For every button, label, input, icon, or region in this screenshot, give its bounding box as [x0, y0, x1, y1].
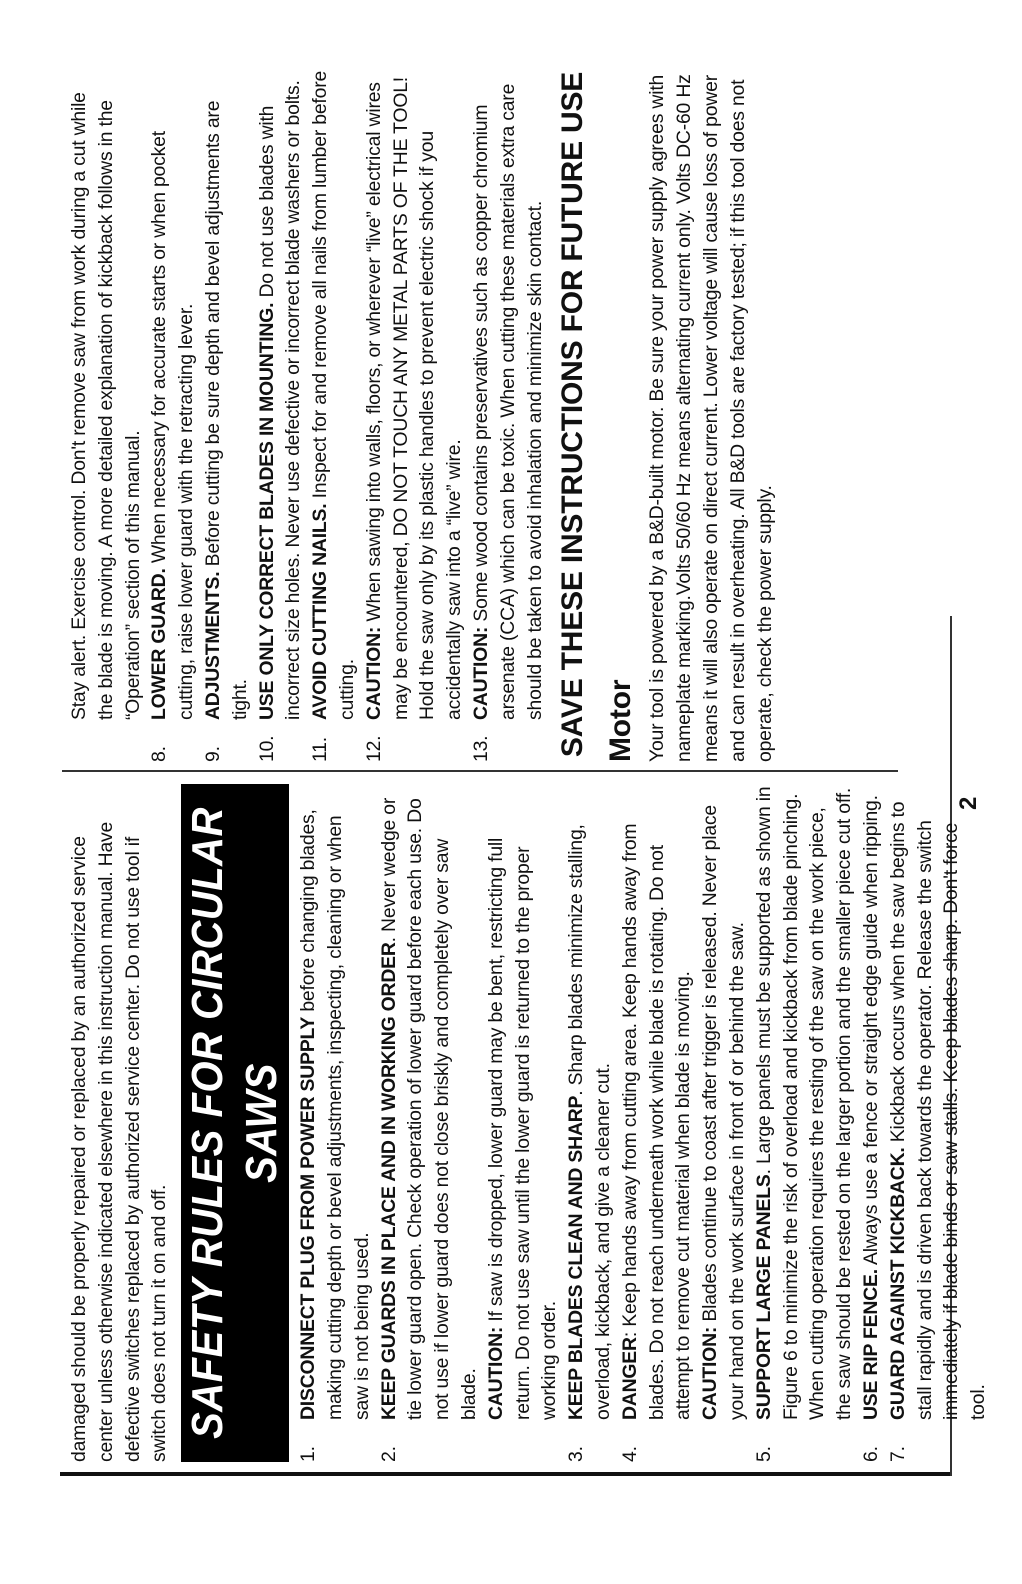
- list-item: 4. DANGER: Keep hands away from cutting area. Keep hands away from blades. Do not reach underneath work while blade is rotating. Do not attempt to remove cut material when blade is moving. CAUTION: Blades continue to coast after trigger is released. Never place your hand on the work surface in front of or behind the saw.: [618, 805, 748, 1462]
- list-item: 2. KEEP GUARDS IN PLACE AND IN WORKING ORDER. Never wedge or tie lower guard open. Check operation of lower guard before each use. Do not use if lower guard does not close briskly and completely over saw blade. CAUTION: If saw is dropped, lower guard may be bent, restricting full return. Do not use saw until the lower guard is returned to the proper working order.: [377, 797, 561, 1462]
- column-divider: [62, 771, 898, 773]
- list-item: 7. GUARD AGAINST KICKBACK. Kickback occurs when the saw begins to stall rapidly and is driven back towards the operator. Release the switch immediately if blade binds or saw stalls. Keep blades sharp. Don't force tool.: [886, 801, 990, 1462]
- page-number: 2: [955, 796, 982, 810]
- motor-text: Your tool is powered by a B&D-built motor. Be sure your power supply agrees with nameplate marking.Volts 50/60 Hz means alternating current only. Volts DC-60 Hz means it will also operate on direct current. Lower voltage will cause loss of power and can result in overheating. All B&D tools are factory tested; if this tool does not operate, check the power supply.: [646, 74, 776, 762]
- save-instructions-heading: SAVE THESE INSTRUCTIONS FOR FUTURE USE: [556, 71, 590, 758]
- right-intro-text: Stay alert. Exercise control. Don't remove saw from work during a cut while the blade is moving. A more detailed explanation of kickback follows in the “Operation” section of this manual.: [68, 92, 144, 720]
- list-item: 13. CAUTION: Some wood contains preservatives such as copper chromium arsenate (CCA) which can be toxic. When cutting these materials extra care should be taken to avoid inhalation and minimize skin contact.: [469, 83, 546, 762]
- safety-rules-list-continued: [146, 67, 548, 762]
- list-item: 12. CAUTION: When sawing into walls, floors, or wherever “live” electrical wires may be encountered, DO NOT TOUCH ANY METAL PARTS OF THE TOOL! Hold the saw only by its plastic handles to prevent electric shock if you accidentally saw into a “live” wire.: [362, 77, 466, 762]
- list-item: 10. USE ONLY CORRECT BLADES IN MOUNTING. Do not use blades with incorrect size holes. Never use defective or incorrect blade washers or bolts.: [255, 80, 305, 762]
- list-item: 1. DISCONNECT PLUG FROM POWER SUPPLY before changing blades, making cutting depth or bevel adjustments, inspecting, cleaning or when saw is not being used.: [297, 809, 373, 1462]
- left-intro-text: damaged should be properly repaired or replaced by an authorized service center unless otherwise indicated elsewhere in this instruction manual. Have defective switches replaced by authorized service center. Do not use tool if switch does not turn it on and off.: [68, 821, 171, 1462]
- list-item: 3. KEEP BLADES CLEAN AND SHARP. Sharp blades minimize stalling, overload, kickback, and give a cleaner cut.: [565, 824, 614, 1462]
- motor-heading: Motor: [604, 679, 638, 762]
- list-item: 5. SUPPORT LARGE PANELS. Large panels must be supported as shown in Figure 6 to minimize the risk of overload and kickback from blade pinching. When cutting operation requires the resting of the saw on the work piece, the saw should be rested on the larger portion and the smaller piece cut off.: [752, 786, 856, 1462]
- list-item: 6. USE RIP FENCE. Always use a fence or straight edge guide when ripping.: [859, 795, 882, 1462]
- safety-rules-banner: SAFETY RULES FOR CIRCULAR SAWS: [181, 784, 289, 1462]
- right-column: [66, 67, 778, 762]
- safety-rules-list: [295, 784, 992, 1462]
- left-column: [66, 784, 992, 1462]
- list-item: 9. ADJUSTMENTS. Before cutting be sure depth and bevel adjustments are tight.: [201, 100, 251, 762]
- list-item: 11. AVOID CUTTING NAILS. Inspect for and remove all nails from lumber before cutting.: [309, 70, 358, 762]
- list-item: 8. LOWER GUARD. When necessary for accurate starts or when pocket cutting, raise lower guard with the retracting lever.: [148, 131, 198, 762]
- left-margin-rule: [60, 1472, 952, 1476]
